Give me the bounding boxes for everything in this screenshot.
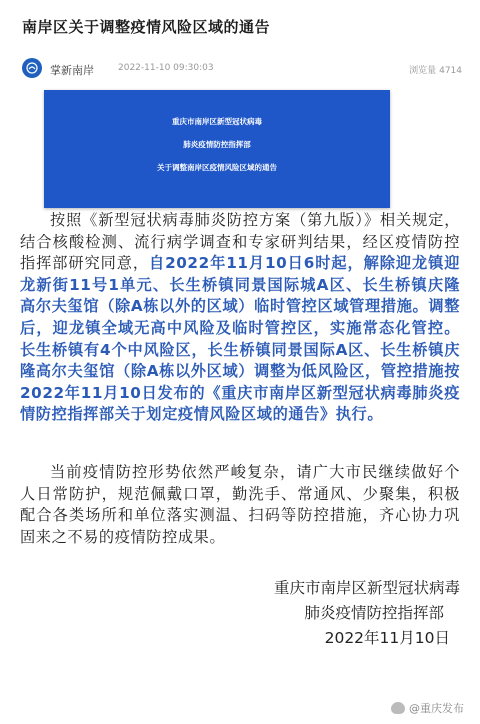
banner-line-2: 肺炎疫情防控指挥部 [183,140,251,149]
signature-org-1: 重庆市南岸区新型冠状病毒 [273,579,460,597]
paragraph-1-plain: 按照《新型冠状病毒肺炎防控方案（第九版）》相关规定，结合核酸检测、流行病学调查和专家研判结果，经区疫情防控指挥部研究同意， [20,211,460,273]
body-paragraph-2: 当前疫情防控形势依然严峻复杂，请广大市民继续做好个人日常防护，规范佩戴口罩，勤洗手、常通风、少聚集，积极配合各类场所和单位落实测温、扫码等防控措施，齐心协力巩固来之不易的疫情防控成果。 [20,463,460,546]
notice-banner-image [44,90,390,208]
watermark [391,700,464,716]
views-number: 4714 [439,66,462,76]
publish-time: 2022-11-10 09:30:03 [118,63,214,73]
article-meta [22,58,462,80]
banner-line-1: 重庆市南岸区新型冠状病毒 [172,117,262,126]
source-name[interactable]: 掌新南岸 [50,64,94,77]
views-label: 浏览量 [409,66,437,76]
watermark-text: @重庆发布 [409,702,464,715]
article-title: 南岸区关于调整疫情风险区域的通告 [22,18,271,36]
source-avatar[interactable] [22,58,42,78]
paragraph-1-highlight: 自2022年11月10日6时起，解除迎龙镇迎龙新街11号1单元、长生桥镇同景国际城A区、长生桥镇庆隆高尔夫玺馆（除A栋以外的区域）临时管控区域管理措施。调整后，迎龙镇全域无高中风险及临时管控区，实施常态化管控。长生桥镇有4个中风险区，长生桥镇同景国际A区、长生桥镇庆隆高尔夫玺馆（除A栋以外区域）调整为低风险区，管控措施按2022年11月10日发布的《重庆市南岸区新型冠状病毒肺炎疫情防控指挥部关于划定疫情风险区域的通告》执行。 [20,254,460,424]
signature-org-2: 肺炎疫情防控指挥部 [304,604,444,622]
logo-icon [26,62,38,74]
weibo-icon [391,702,405,714]
signature-date: 2022年11月10日 [324,629,450,647]
body-paragraph-1 [20,210,460,426]
banner-line-3: 关于调整南岸区疫情风险区域的通告 [157,163,277,172]
view-count [406,63,462,76]
